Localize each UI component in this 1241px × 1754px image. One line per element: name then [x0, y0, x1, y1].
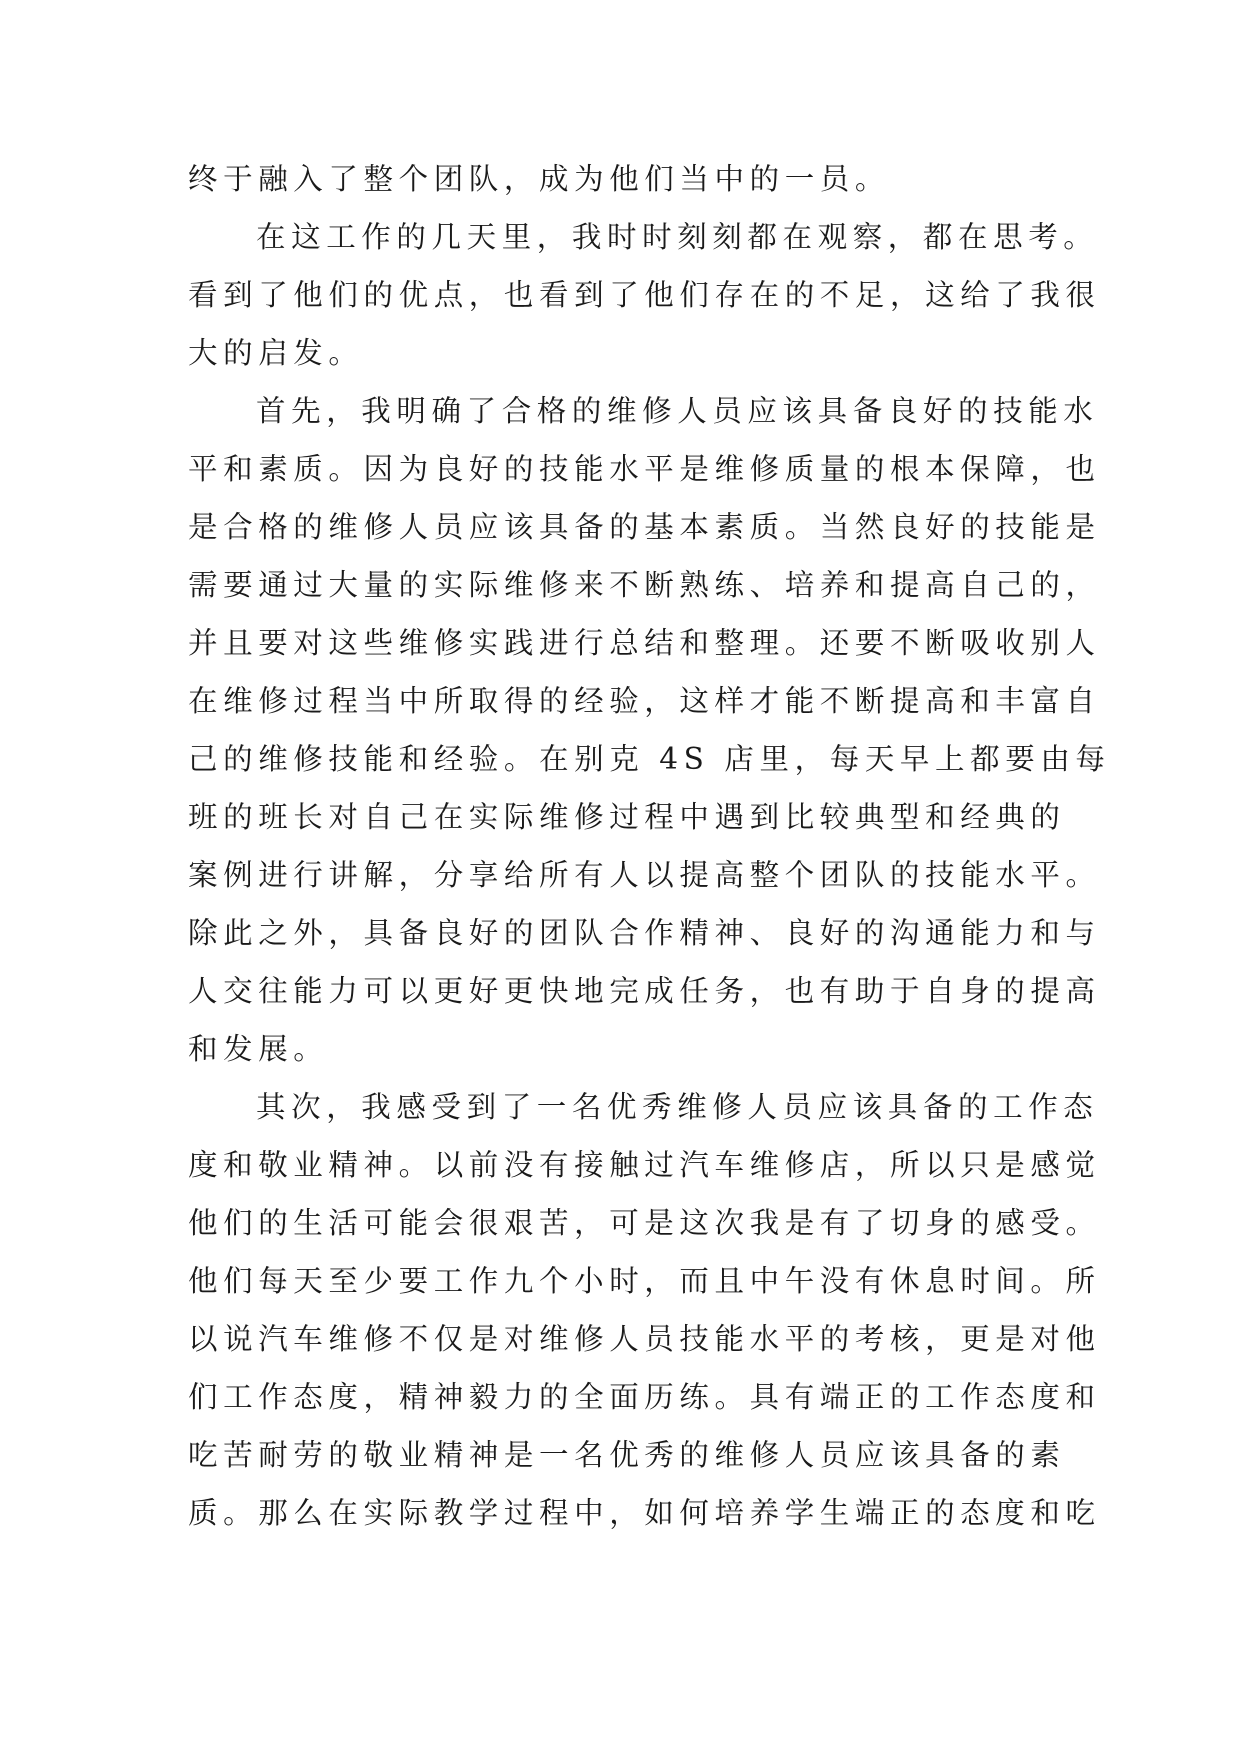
text-line: 案例进行讲解，分享给所有人以提高整个团队的技能水平。 [188, 858, 1101, 892]
text-line: 需要通过大量的实际维修来不断熟练、培养和提高自己的， [188, 568, 1101, 602]
text-line: 除此之外，具备良好的团队合作精神、良好的沟通能力和与 [188, 916, 1101, 950]
text-line: 己的维修技能和经验。在别克 4S 店里，每天早上都要由每 [188, 742, 1111, 776]
text-line: 他们的生活可能会很艰苦，可是这次我是有了切身的感受。 [188, 1206, 1101, 1240]
text-line: 是合格的维修人员应该具备的基本素质。当然良好的技能是 [188, 510, 1101, 544]
text-line: 在维修过程当中所取得的经验，这样才能不断提高和丰富自 [188, 684, 1101, 718]
text-line: 度和敬业精神。以前没有接触过汽车维修店，所以只是感觉 [188, 1148, 1101, 1182]
text-line: 大的启发。 [188, 336, 364, 370]
document-body [188, 150, 1111, 1542]
text-line: 吃苦耐劳的敬业精神是一名优秀的维修人员应该具备的素 [188, 1438, 1066, 1472]
text-line: 和发展。 [188, 1032, 329, 1066]
text-line: 终于融入了整个团队，成为他们当中的一员。 [188, 162, 891, 196]
text-line: 看到了他们的优点，也看到了他们存在的不足，这给了我很 [188, 278, 1101, 312]
text-line: 班的班长对自己在实际维修过程中遇到比较典型和经典的 [188, 800, 1066, 834]
text-line: 首先，我明确了合格的维修人员应该具备良好的技能水 [256, 394, 1099, 428]
text-line: 他们每天至少要工作九个小时，而且中午没有休息时间。所 [188, 1264, 1101, 1298]
text-line: 人交往能力可以更好更快地完成任务，也有助于自身的提高 [188, 974, 1101, 1008]
text-line: 其次，我感受到了一名优秀维修人员应该具备的工作态 [256, 1090, 1099, 1124]
text-line: 平和素质。因为良好的技能水平是维修质量的根本保障，也 [188, 452, 1101, 486]
text-line: 以说汽车维修不仅是对维修人员技能水平的考核，更是对他 [188, 1322, 1101, 1356]
text-line: 们工作态度，精神毅力的全面历练。具有端正的工作态度和 [188, 1380, 1101, 1414]
text-line: 质。那么在实际教学过程中，如何培养学生端正的态度和吃 [188, 1496, 1101, 1530]
text-line: 在这工作的几天里，我时时刻刻都在观察，都在思考。 [256, 220, 1099, 254]
text-line: 并且要对这些维修实践进行总结和整理。还要不断吸收别人 [188, 626, 1101, 660]
